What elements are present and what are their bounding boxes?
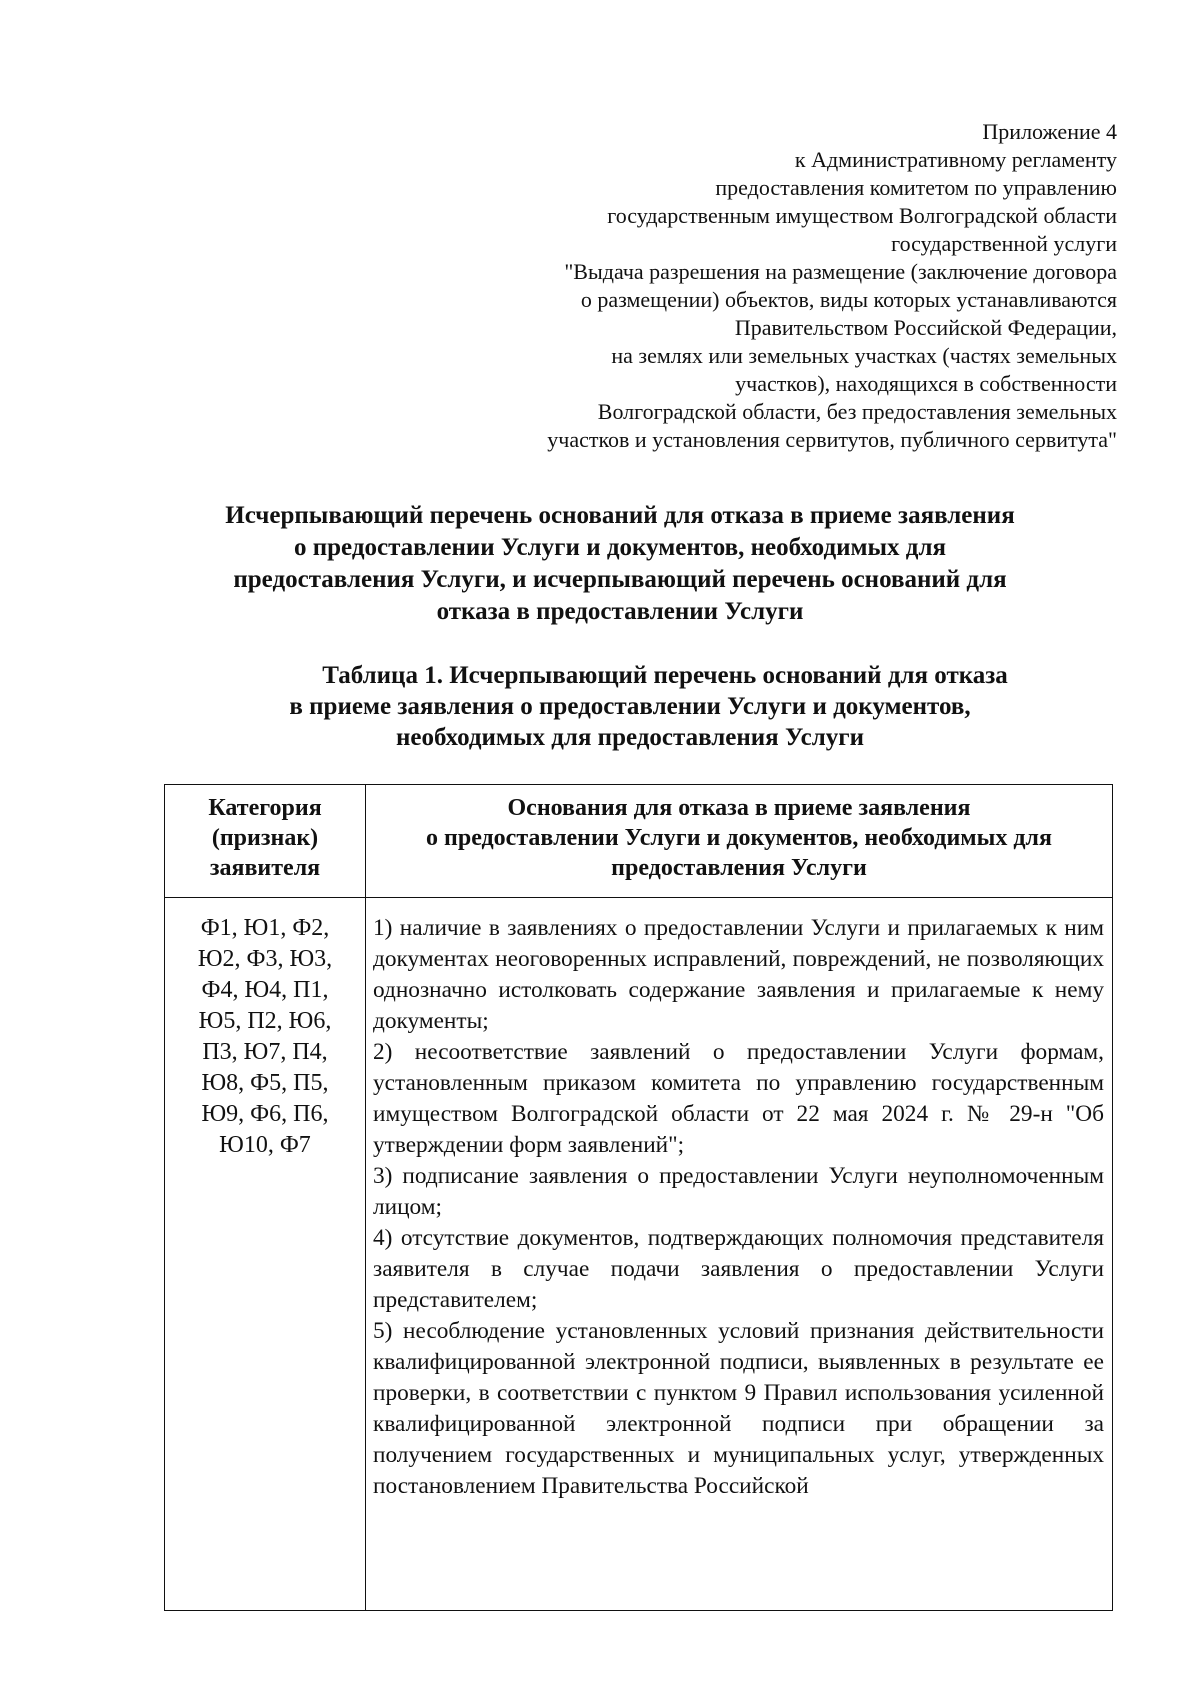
- table-title-line: в приеме заявления о предоставлении Услуги и документов,: [289, 693, 971, 720]
- header-reasons-line: о предоставлении Услуги и документов, необходимых для: [426, 825, 1052, 851]
- document-title: [140, 500, 1100, 628]
- reason-item: 4) отсутствие документов, подтверждающих полномочия представителя заявителя в случае подачи заявления о предоставлении Услуги представителем;: [373, 1225, 1104, 1313]
- table-header-row: [165, 785, 1113, 898]
- appendix-line: Приложение 4: [982, 119, 1117, 144]
- reason-item: 1) наличие в заявлениях о предоставлении Услуги и прилагаемых к ним документах неоговоренных исправлений, повреждений, не позволяющих однозначно истолковать содержание заявления и прилагаемые к нему документы;: [373, 915, 1104, 1034]
- table-title-line: Таблица 1. Исчерпывающий перечень оснований для отказа: [322, 662, 1008, 689]
- appendix-line: участков и установления сервитутов, публичного сервитута": [547, 427, 1117, 452]
- header-reasons-line: Основания для отказа в приеме заявления: [507, 795, 971, 821]
- category-line: Ю5, П2, Ю6,: [198, 1008, 332, 1034]
- reasons-cell: [366, 898, 1113, 1611]
- appendix-line: Волгоградской области, без предоставления земельных: [597, 399, 1117, 424]
- reason-item: 5) несоблюдение установленных условий признания действительности квалифицированной электронной подписи, выявленных в результате ее проверки, в соответствии с пунктом 9 Правил использования усиленной квалифицированной электронной подписи при обращении за получением государственных и муниципальных услуг, утвержденных постановлением Правительства Российской: [373, 1318, 1104, 1499]
- grounds-table: [164, 784, 1113, 1611]
- appendix-line: Правительством Российской Федерации,: [734, 315, 1117, 340]
- document-title-line: отказа в предоставлении Услуги: [436, 598, 804, 625]
- header-reasons: [366, 785, 1113, 898]
- header-category-line: Категория: [208, 795, 322, 821]
- appendix-line: государственным имуществом Волгоградской области: [607, 203, 1117, 228]
- table-row: [165, 898, 1113, 1611]
- appendix-line: участков), находящихся в собственности: [735, 371, 1117, 396]
- header-category-line: заявителя: [209, 855, 321, 881]
- document-title-line: Исчерпывающий перечень оснований для отказа в приеме заявления: [225, 502, 1015, 529]
- reason-item: 2) несоответствие заявлений о предоставлении Услуги формам, установленным приказом комитета по управлению государственным имуществом Волгоградской области от 22 мая 2024 г. № 29-н "Об утверждении форм заявлений";: [373, 1039, 1104, 1158]
- table-title: [180, 660, 1080, 753]
- category-line: Ю8, Ф5, П5,: [201, 1070, 329, 1096]
- category-line: Ф4, Ю4, П1,: [201, 977, 329, 1003]
- header-reasons-line: предоставления Услуги: [611, 855, 867, 881]
- appendix-line: к Административному регламенту: [794, 147, 1117, 172]
- category-line: Ю2, Ф3, Ю3,: [197, 946, 333, 972]
- document-title-line: о предоставлении Услуги и документов, необходимых для: [294, 534, 946, 561]
- appendix-line: на землях или земельных участках (частях земельных: [611, 343, 1117, 368]
- appendix-line: "Выдача разрешения на размещение (заключение договора: [564, 259, 1117, 284]
- category-line: Ю10, Ф7: [219, 1132, 311, 1158]
- header-category-line: (признак): [211, 825, 319, 851]
- category-cell: [165, 898, 366, 1611]
- appendix-line: предоставления комитетом по управлению: [715, 175, 1117, 200]
- table-title-line: необходимых для предоставления Услуги: [396, 724, 864, 751]
- appendix-block: [547, 118, 1117, 454]
- appendix-line: государственной услуги: [891, 231, 1117, 256]
- category-line: Ю9, Ф6, П6,: [201, 1101, 329, 1127]
- document-title-line: предоставления Услуги, и исчерпывающий перечень оснований для: [233, 566, 1007, 593]
- category-line: П3, Ю7, П4,: [202, 1039, 328, 1065]
- reason-item: 3) подписание заявления о предоставлении Услуги неуполномоченным лицом;: [373, 1163, 1104, 1220]
- header-category: [165, 785, 366, 898]
- appendix-line: о размещении) объектов, виды которых устанавливаются: [580, 287, 1117, 312]
- category-line: Ф1, Ю1, Ф2,: [200, 915, 330, 941]
